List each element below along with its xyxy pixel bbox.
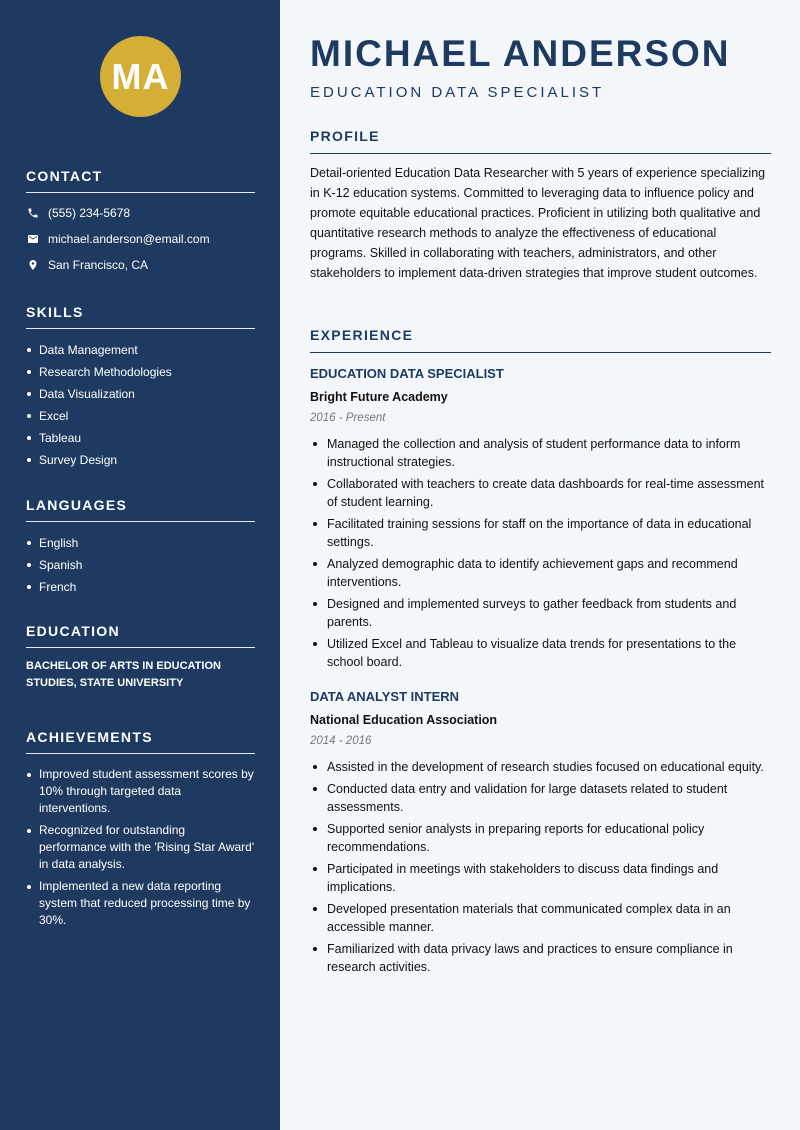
contact-phone bbox=[26, 200, 255, 226]
languages-list bbox=[26, 532, 255, 598]
profile-text: Detail-oriented Education Data Researcher with 5 years of experience specializing in K-12 education systems. Committed to leveraging data to influence policy and promote equitable educational practices. Proficient in utilizing both qualitative and quantitative research methods to analyze the effectiveness of educational programs. Skilled in collaborating with teachers, administrators, and other stakeholders to implement data-driven strategies that improve student outcomes. bbox=[310, 166, 766, 280]
job-bullet: Analyzed demographic data to identify achievement gaps and recommend interventions. bbox=[310, 555, 771, 591]
job-dates: 2014 - 2016 bbox=[310, 735, 372, 747]
language-item: French bbox=[26, 576, 255, 598]
job-bullet: Familiarized with data privacy laws and practices to ensure compliance in research activities. bbox=[310, 940, 771, 976]
location-text: San Francisco, CA bbox=[48, 258, 149, 272]
experience-heading: EXPERIENCE bbox=[310, 327, 771, 353]
language-item: English bbox=[26, 532, 255, 554]
skills-list bbox=[26, 339, 255, 471]
achievements-list bbox=[26, 766, 255, 929]
skill-item: Survey Design bbox=[26, 449, 255, 471]
job-organization: National Education Association bbox=[310, 713, 498, 727]
languages-heading: LANGUAGES bbox=[26, 497, 255, 522]
job-bullet: Facilitated training sessions for staff on the importance of data in educational settings. bbox=[310, 515, 771, 551]
achievement-item: Implemented a new data reporting system that reduced processing time by 30%. bbox=[26, 878, 255, 929]
skill-item: Data Visualization bbox=[26, 383, 255, 405]
education-heading: EDUCATION bbox=[26, 623, 255, 648]
sidebar bbox=[0, 0, 280, 1130]
email-icon bbox=[26, 232, 40, 246]
job-title: EDUCATION DATA SPECIALIST bbox=[310, 366, 504, 381]
job-entry bbox=[310, 366, 771, 675]
job-title: DATA ANALYST INTERN bbox=[310, 689, 460, 704]
avatar: MA bbox=[100, 36, 181, 117]
contact-heading: CONTACT bbox=[26, 168, 255, 193]
job-dates: 2016 - Present bbox=[310, 412, 386, 424]
job-bullet: Developed presentation materials that communicated complex data in an accessible manner. bbox=[310, 900, 771, 936]
skills-section bbox=[26, 304, 255, 471]
job-title-header: EDUCATION DATA SPECIALIST bbox=[310, 84, 605, 101]
job-bullets bbox=[310, 435, 771, 671]
job-bullet: Utilized Excel and Tableau to visualize data trends for presentations to the school board. bbox=[310, 635, 771, 671]
skill-item: Tableau bbox=[26, 427, 255, 449]
language-item: Spanish bbox=[26, 554, 255, 576]
job-bullet: Supported senior analysts in preparing reports for educational policy recommendations. bbox=[310, 820, 771, 856]
job-bullet: Assisted in the development of research studies focused on educational equity. bbox=[310, 758, 771, 776]
achievement-item: Improved student assessment scores by 10% through targeted data interventions. bbox=[26, 766, 255, 817]
languages-section bbox=[26, 497, 255, 598]
achievement-item: Recognized for outstanding performance with the 'Rising Star Award' in data analysis. bbox=[26, 822, 255, 873]
contact-email bbox=[26, 226, 255, 252]
skill-item: Excel bbox=[26, 405, 255, 427]
job-bullet: Managed the collection and analysis of student performance data to inform instructional strategies. bbox=[310, 435, 771, 471]
phone-icon bbox=[26, 206, 40, 220]
skills-heading: SKILLS bbox=[26, 304, 255, 329]
education-section bbox=[26, 623, 255, 692]
location-pin-icon bbox=[26, 258, 40, 272]
achievements-section bbox=[26, 729, 255, 934]
achievements-heading: ACHIEVEMENTS bbox=[26, 729, 255, 754]
job-bullet: Designed and implemented surveys to gather feedback from students and parents. bbox=[310, 595, 771, 631]
education-degree: BACHELOR OF ARTS IN EDUCATION STUDIES, STATE UNIVERSITY bbox=[26, 660, 221, 689]
contact-section bbox=[26, 168, 255, 278]
job-organization: Bright Future Academy bbox=[310, 390, 448, 404]
skill-item: Research Methodologies bbox=[26, 361, 255, 383]
job-bullet: Participated in meetings with stakeholders to discuss data findings and implications. bbox=[310, 860, 771, 896]
skill-item: Data Management bbox=[26, 339, 255, 361]
email-text: michael.anderson@email.com bbox=[48, 232, 210, 246]
job-bullets bbox=[310, 758, 771, 976]
job-bullet: Conducted data entry and validation for large datasets related to student assessments. bbox=[310, 780, 771, 816]
job-bullet: Collaborated with teachers to create data dashboards for real-time assessment of student learning. bbox=[310, 475, 771, 511]
person-name: MICHAEL ANDERSON bbox=[310, 33, 731, 74]
profile-heading: PROFILE bbox=[310, 128, 771, 154]
phone-text: (555) 234-5678 bbox=[48, 206, 131, 220]
job-entry bbox=[310, 689, 771, 980]
contact-location bbox=[26, 252, 255, 278]
